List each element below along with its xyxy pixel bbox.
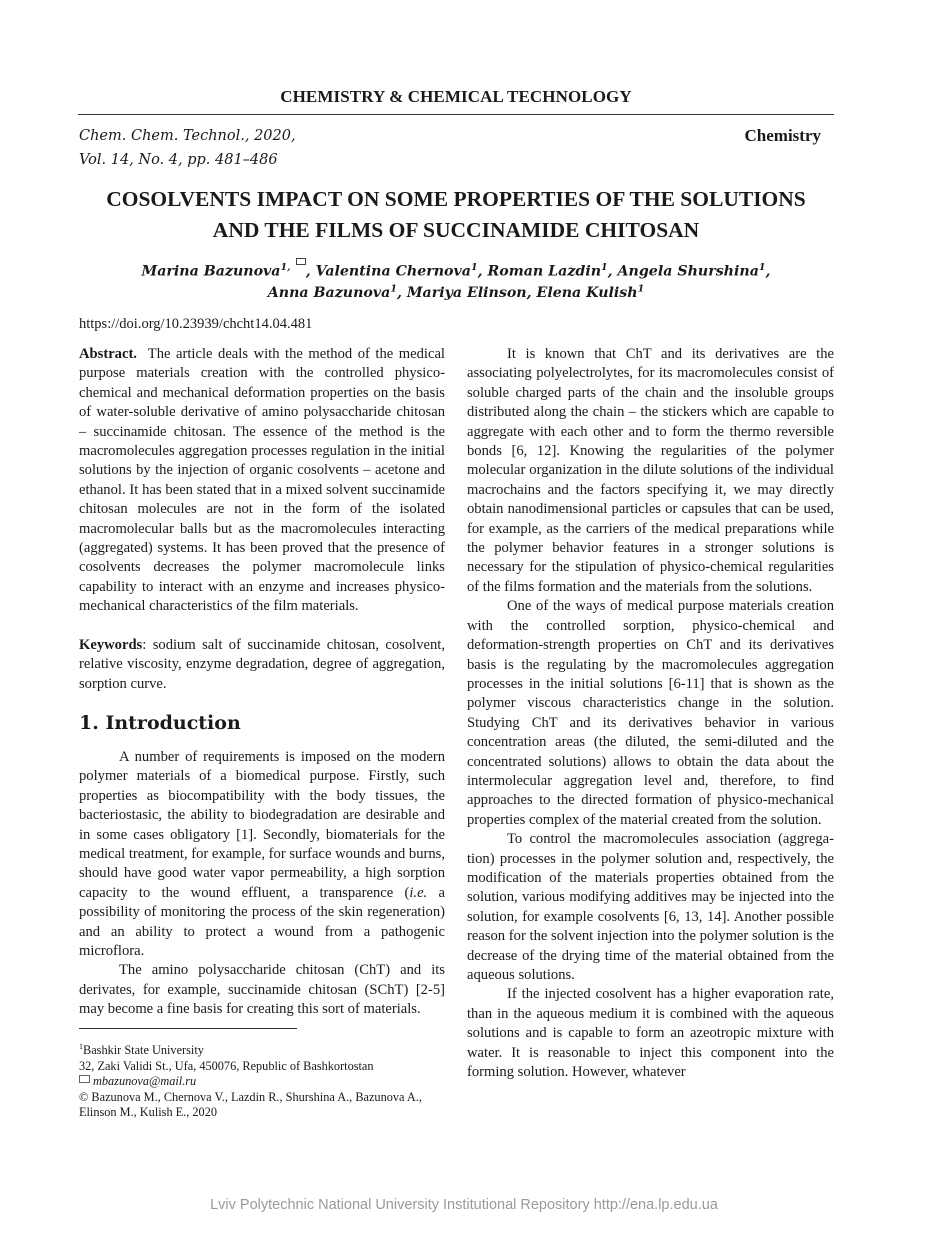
affiliation-marker bbox=[281, 262, 306, 273]
body-paragraph-3: To control the macromolecules association (aggregation) processes in the polymer solution and, respectively, the modification of the materials properties obtained from the solution, various modifying additives may be injected into the solution, for example cosolvents [6, 13, 14]. Another possible reason for the solvent injection into the polymer solution is the decrease of the drying time of the material obtained from the aqueous solutions. bbox=[467, 831, 834, 983]
affiliation-address: 32, Zaki Validi St., Ufa, 450076, Republic of Bashkortostan bbox=[79, 1058, 374, 1073]
author-name: , Roman Lazdin bbox=[477, 263, 602, 280]
section-heading-introduction: 1. Introduction bbox=[79, 711, 241, 734]
author-line-1 bbox=[78, 258, 834, 283]
author-name: Marina Bazunova bbox=[141, 263, 281, 280]
affiliation-marker: 1 bbox=[758, 262, 766, 273]
text-run-italic: i.e. bbox=[409, 884, 428, 901]
affiliation bbox=[79, 1039, 449, 1059]
affiliation-marker: 1 bbox=[390, 283, 397, 294]
author-name: , Angela Shurshina bbox=[607, 263, 759, 280]
body-paragraph-1: It is known that ChT and its derivatives are the associating polyelectrolytes, for its macromolecules consist of soluble charged parts of the chain and the insoluble groups distributed along the chain – the stickers which are capable to aggregate with each other and to form the thermo reversible bonds [6, 12]. Knowing the regularities of the polymer molecular organization in the dilute solutions of the individual macrochains and the factors specifying it, we may directly obtain nanodimensional particles or capsules that can be used, for example, as the carriers of the medical preparations while the polymer behavior features in a stronger solutions is necessary for the stipulation of physico-chemical regularities of the films formation and the materials from the solutions. bbox=[467, 346, 834, 595]
mail-icon bbox=[296, 258, 306, 265]
abstract bbox=[79, 345, 445, 617]
intro-paragraph-1 bbox=[79, 748, 445, 961]
affiliation-marker: 1 bbox=[637, 283, 645, 294]
doi-link[interactable]: https://doi.org/10.23939/chcht14.04.481 bbox=[79, 316, 313, 332]
body-paragraph-4: If the injected cosolvent has a higher evaporation rate, than in the aqueous medium it is combined with the aqueous solutions and is capable to form an azeotropic mixture with water. It is reasonable to inject this component into the forming solution. However, whatever bbox=[467, 986, 834, 1081]
abstract-label: Abstract. bbox=[79, 346, 137, 362]
footnotes bbox=[79, 1039, 449, 1121]
contact-email bbox=[79, 1074, 449, 1090]
journal-header: CHEMISTRY & CHEMICAL TECHNOLOGY bbox=[280, 87, 632, 106]
spacer bbox=[79, 617, 445, 636]
text-run: A number of requirements is imposed on the modern polymer materials of a biomedical purpose. Firstly, such properties as biocompatibility with the body tissues, the bacteriostasic, the ability to biodegradation are desirable and in some cases obligatory [1]. Secondly, biomaterials for the medical treatment, for example, for surface wounds and burns, should have good water vapor permeability, a high sorption capacity to the wound effluent, a transparence ( bbox=[79, 748, 445, 901]
email-link[interactable]: mbazunova@mail.ru bbox=[93, 1074, 197, 1089]
section-tag: Chemistry bbox=[744, 126, 821, 145]
keywords-text: : sodium salt of succinamide chitosan, cosolvent, relative viscosity, enzyme degradation, degree of aggregation, sorption curve. bbox=[79, 636, 445, 692]
affiliation-marker: 1 bbox=[470, 262, 478, 273]
paper-title bbox=[78, 184, 834, 246]
title-line-1: COSOLVENTS IMPACT ON SOME PROPERTIES OF THE SOLUTIONS bbox=[106, 187, 806, 211]
citation-line-1: Chem. Chem. Technol., 2020, bbox=[79, 128, 296, 144]
title-line-2: AND THE FILMS OF SUCCINAMIDE CHITOSAN bbox=[212, 218, 700, 242]
abstract-text: The article deals with the method of the medical purpose materials creation with the controlled physico-chemical and mechanical deformation properties on the basis of water-soluble derivative of amino polysaccharide chitosan – succinamide chitosan. The essence of the method is the macromolecules aggregation processes regulation in the initial solutions by the injection of organic cosolvents – acetone and ethanol. It has been stated that in a mixed solvent succinamide chitosan molecules are not in the form of the isolated macromolecular balls but as the macromolecules interacting (aggregated) systems. It has been proved that the presence of cosolvents decreases the polymer macromolecule links capability to interact with an enzyme and increases physico-mechanical characteristics of the film materials. bbox=[79, 346, 445, 615]
footnote-rule bbox=[79, 1028, 297, 1029]
right-column bbox=[467, 345, 834, 1082]
author-list bbox=[78, 258, 834, 304]
copyright: © Bazunova M., Chernova V., Lazdin R., Shurshina A., Bazunova A., Elinson M., Kulish E., 2020 bbox=[79, 1089, 422, 1120]
mail-icon bbox=[79, 1075, 90, 1083]
repository-footer: Lviv Polytechnic National University Institutional Repository http://ena.lp.edu.ua bbox=[210, 1197, 718, 1213]
citation-line-2: Vol. 14, No. 4, pp. 481–486 bbox=[79, 152, 278, 168]
author-name: , Valentina Chernova bbox=[305, 263, 471, 280]
author-line-2 bbox=[78, 283, 834, 304]
citation bbox=[79, 124, 296, 172]
author-name: Anna Bazunova bbox=[267, 284, 391, 301]
intro-paragraph-2: The amino polysaccharide chitosan (ChT) and its derivates, for example, succinamide chitosan (SChT) [2-5] may become a fine basis for creating this sort of materials. bbox=[79, 962, 445, 1018]
text-run: a possibility of monitoring the process of the skin regeneration) and an ability to protect a wound from a pathogenic microflora. bbox=[79, 884, 445, 959]
left-column bbox=[79, 345, 445, 1020]
affiliation-number: 1, bbox=[280, 262, 291, 273]
body-paragraph-2: One of the ways of medical purpose materials creation with the controlled sorption, physico-chemical and deformation-strength properties on ChT and its derivatives basis is the regulating by the macromolecules aggregation processes in the initial solutions [6-11] that is shown as the polymer viscous characteristics change in the solution. Studying ChT and its derivatives behavior in various concentration areas (the diluted, the semi-diluted and the concentrated solutions) allows to obtain the data about the intermolecular aggregation level and, therefore, to find approaches to the directed formation of physico-mechanical properties complex of the material created from the solution. bbox=[467, 598, 834, 828]
author-name: , Mariya Elinson, Elena Kulish bbox=[396, 284, 638, 301]
header-rule bbox=[78, 114, 834, 115]
keywords bbox=[79, 636, 445, 694]
affiliation-name: Bashkir State University bbox=[83, 1043, 204, 1058]
author-separator: , bbox=[765, 263, 771, 280]
keywords-label: Keywords bbox=[79, 636, 143, 653]
affiliation-marker: 1 bbox=[601, 262, 608, 273]
affiliation-marker: 1 bbox=[79, 1042, 83, 1051]
